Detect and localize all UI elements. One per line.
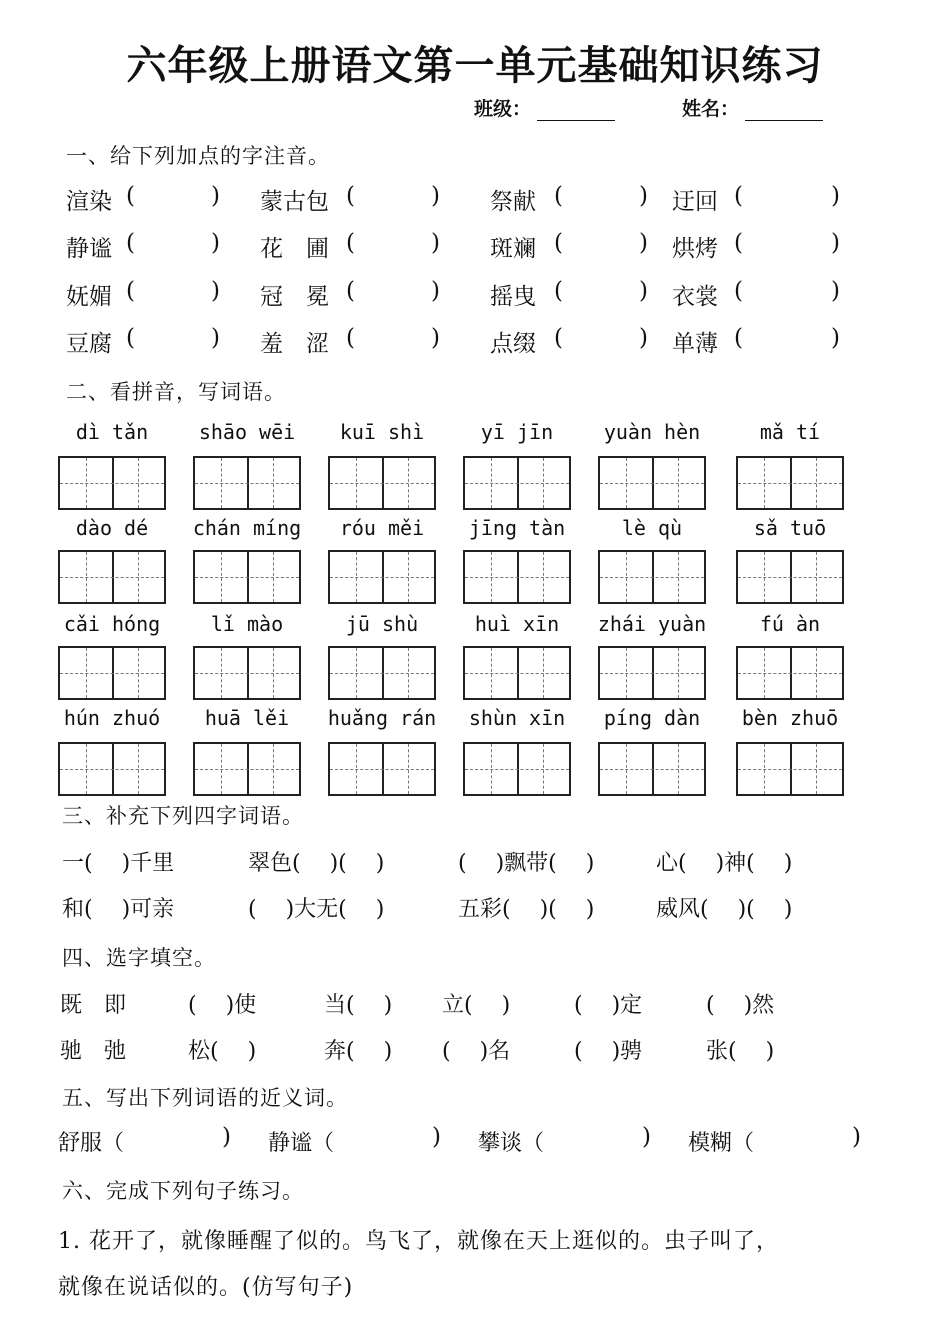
phonetic-word: 摇曳 — [490, 284, 536, 310]
character-writing-grid[interactable] — [58, 646, 166, 700]
pinyin-answer-blank[interactable]: ( ) — [346, 230, 440, 256]
choose-fill-item[interactable]: 当( ) — [324, 993, 393, 1018]
pinyin-label: yī jīn — [480, 420, 554, 444]
synonym-item[interactable]: 静谧（ — [268, 1131, 335, 1156]
idiom-fill-item[interactable]: 五彩( )( ) — [458, 897, 595, 922]
character-writing-grid[interactable] — [193, 646, 301, 700]
synonym-close-paren: ) — [852, 1124, 861, 1150]
synonym-item[interactable]: 攀谈（ — [478, 1131, 545, 1156]
pinyin-label: dì tǎn — [75, 420, 149, 444]
character-writing-grid[interactable] — [58, 456, 166, 510]
pinyin-label: lǐ mào — [210, 612, 284, 636]
pinyin-answer-blank[interactable]: ( ) — [554, 325, 648, 351]
phonetic-word: 渲染 — [66, 189, 112, 215]
pinyin-label: hún zhuó — [63, 706, 161, 730]
pinyin-label: mǎ tí — [759, 420, 821, 444]
pinyin-label: chán míng — [192, 516, 302, 540]
pinyin-label: huì xīn — [474, 612, 560, 636]
pinyin-answer-blank[interactable]: ( ) — [734, 183, 840, 209]
phonetic-word: 单薄 — [672, 331, 718, 357]
character-writing-grid[interactable] — [58, 550, 166, 604]
character-choices: 既 即 — [60, 993, 127, 1018]
pinyin-answer-blank[interactable]: ( ) — [346, 325, 440, 351]
phonetic-word: 冠 冕 — [260, 284, 329, 310]
pinyin-label: róu měi — [339, 516, 425, 540]
pinyin-label: sǎ tuō — [753, 516, 827, 540]
pinyin-answer-blank[interactable]: ( ) — [126, 278, 220, 304]
sentence-line-2: 就像在说话似的。(仿写句子) — [58, 1275, 354, 1300]
pinyin-label: lè qù — [621, 516, 683, 540]
phonetic-word: 豆腐 — [66, 331, 112, 357]
pinyin-label: jīng tàn — [468, 516, 566, 540]
synonym-close-paren: ) — [222, 1124, 231, 1150]
pinyin-label: zhái yuàn — [597, 612, 707, 636]
name-blank[interactable] — [745, 102, 823, 121]
idiom-fill-item[interactable]: 和( )可亲 — [62, 897, 175, 922]
phonetic-word: 妩媚 — [66, 284, 112, 310]
pinyin-answer-blank[interactable]: ( ) — [554, 183, 648, 209]
character-writing-grid[interactable] — [736, 742, 844, 796]
phonetic-word: 斑斓 — [490, 236, 536, 262]
pinyin-label: kuī shì — [339, 420, 425, 444]
phonetic-word: 静谧 — [66, 236, 112, 262]
choose-fill-item[interactable]: 立( ) — [442, 993, 511, 1018]
pinyin-answer-blank[interactable]: ( ) — [734, 325, 840, 351]
choose-fill-item[interactable]: ( )然 — [706, 993, 775, 1018]
idiom-fill-item[interactable]: 翠色( )( ) — [248, 851, 385, 876]
choose-fill-item[interactable]: 奔( ) — [324, 1039, 393, 1064]
synonym-close-paren: ) — [432, 1124, 441, 1150]
pinyin-label: shāo wēi — [198, 420, 296, 444]
idiom-fill-item[interactable]: ( )大无( ) — [248, 897, 385, 922]
choose-fill-item[interactable]: 松( ) — [188, 1039, 257, 1064]
pinyin-label: shùn xīn — [468, 706, 566, 730]
synonym-item[interactable]: 舒服（ — [58, 1131, 125, 1156]
section-6-heading: 六、完成下列句子练习。 — [62, 1179, 304, 1203]
character-writing-grid[interactable] — [193, 742, 301, 796]
pinyin-label: bèn zhuō — [741, 706, 839, 730]
character-writing-grid[interactable] — [58, 742, 166, 796]
character-writing-grid[interactable] — [736, 456, 844, 510]
character-writing-grid[interactable] — [736, 550, 844, 604]
pinyin-answer-blank[interactable]: ( ) — [734, 230, 840, 256]
worksheet-title: 六年级上册语文第一单元基础知识练习 — [126, 43, 824, 89]
character-writing-grid[interactable] — [463, 456, 571, 510]
pinyin-answer-blank[interactable]: ( ) — [554, 230, 648, 256]
pinyin-label: jū shù — [345, 612, 419, 636]
character-writing-grid[interactable] — [193, 550, 301, 604]
choose-fill-item[interactable]: ( )使 — [188, 993, 257, 1018]
section-5-heading: 五、写出下列词语的近义词。 — [62, 1086, 348, 1110]
character-writing-grid[interactable] — [463, 646, 571, 700]
synonym-close-paren: ) — [642, 1124, 651, 1150]
character-writing-grid[interactable] — [328, 550, 436, 604]
section-3-heading: 三、补充下列四字词语。 — [62, 804, 304, 828]
pinyin-label: cǎi hóng — [63, 612, 161, 636]
section-1-heading: 一、给下列加点的字注音。 — [66, 144, 330, 168]
section-4-heading: 四、选字填空。 — [62, 946, 216, 970]
phonetic-word: 羞 涩 — [260, 331, 329, 357]
choose-fill-item[interactable]: ( )骋 — [574, 1039, 643, 1064]
pinyin-label: yuàn hèn — [603, 420, 701, 444]
pinyin-label: píng dàn — [603, 706, 701, 730]
character-writing-grid[interactable] — [598, 646, 706, 700]
phonetic-word: 衣裳 — [672, 284, 718, 310]
class-label: 班级： — [474, 98, 532, 120]
choose-fill-item[interactable]: 张( ) — [706, 1039, 775, 1064]
character-writing-grid[interactable] — [598, 742, 706, 796]
pinyin-label: huā lěi — [204, 706, 290, 730]
choose-fill-item[interactable]: ( )定 — [574, 993, 643, 1018]
name-label: 姓名： — [682, 98, 740, 120]
pinyin-answer-blank[interactable]: ( ) — [346, 278, 440, 304]
character-writing-grid[interactable] — [736, 646, 844, 700]
synonym-item[interactable]: 模糊（ — [688, 1131, 755, 1156]
pinyin-answer-blank[interactable]: ( ) — [126, 183, 220, 209]
pinyin-answer-blank[interactable]: ( ) — [126, 230, 220, 256]
character-writing-grid[interactable] — [598, 550, 706, 604]
pinyin-label: huǎng rán — [327, 706, 437, 730]
character-writing-grid[interactable] — [193, 456, 301, 510]
phonetic-word: 烘烤 — [672, 236, 718, 262]
pinyin-answer-blank[interactable]: ( ) — [126, 325, 220, 351]
idiom-fill-item[interactable]: ( )飘带( ) — [458, 851, 595, 876]
pinyin-label: dào dé — [75, 516, 149, 540]
choose-fill-item[interactable]: ( )名 — [442, 1039, 511, 1064]
character-choices: 驰 弛 — [60, 1039, 127, 1064]
idiom-fill-item[interactable]: 威风( )( ) — [656, 897, 793, 922]
pinyin-answer-blank[interactable]: ( ) — [734, 278, 840, 304]
phonetic-word: 迂回 — [672, 189, 718, 215]
name-field[interactable] — [682, 94, 823, 121]
phonetic-word: 点缀 — [490, 331, 536, 357]
phonetic-word: 祭献 — [490, 189, 536, 215]
phonetic-word: 蒙古包 — [260, 189, 329, 215]
class-blank[interactable] — [537, 102, 615, 121]
pinyin-label: fú àn — [759, 612, 821, 636]
phonetic-word: 花 圃 — [260, 236, 329, 262]
sentence-line-1: 1. 花开了，就像睡醒了似的。鸟飞了，就像在天上逛似的。虫子叫了， — [58, 1229, 779, 1254]
pinyin-answer-blank[interactable]: ( ) — [346, 183, 440, 209]
character-writing-grid[interactable] — [328, 646, 436, 700]
character-writing-grid[interactable] — [463, 550, 571, 604]
character-writing-grid[interactable] — [598, 456, 706, 510]
idiom-fill-item[interactable]: 一( )千里 — [62, 851, 175, 876]
pinyin-answer-blank[interactable]: ( ) — [554, 278, 648, 304]
section-2-heading: 二、看拼音，写词语。 — [66, 380, 286, 404]
character-writing-grid[interactable] — [328, 742, 436, 796]
character-writing-grid[interactable] — [328, 456, 436, 510]
idiom-fill-item[interactable]: 心( )神( ) — [656, 851, 793, 876]
class-field[interactable] — [474, 94, 615, 121]
character-writing-grid[interactable] — [463, 742, 571, 796]
